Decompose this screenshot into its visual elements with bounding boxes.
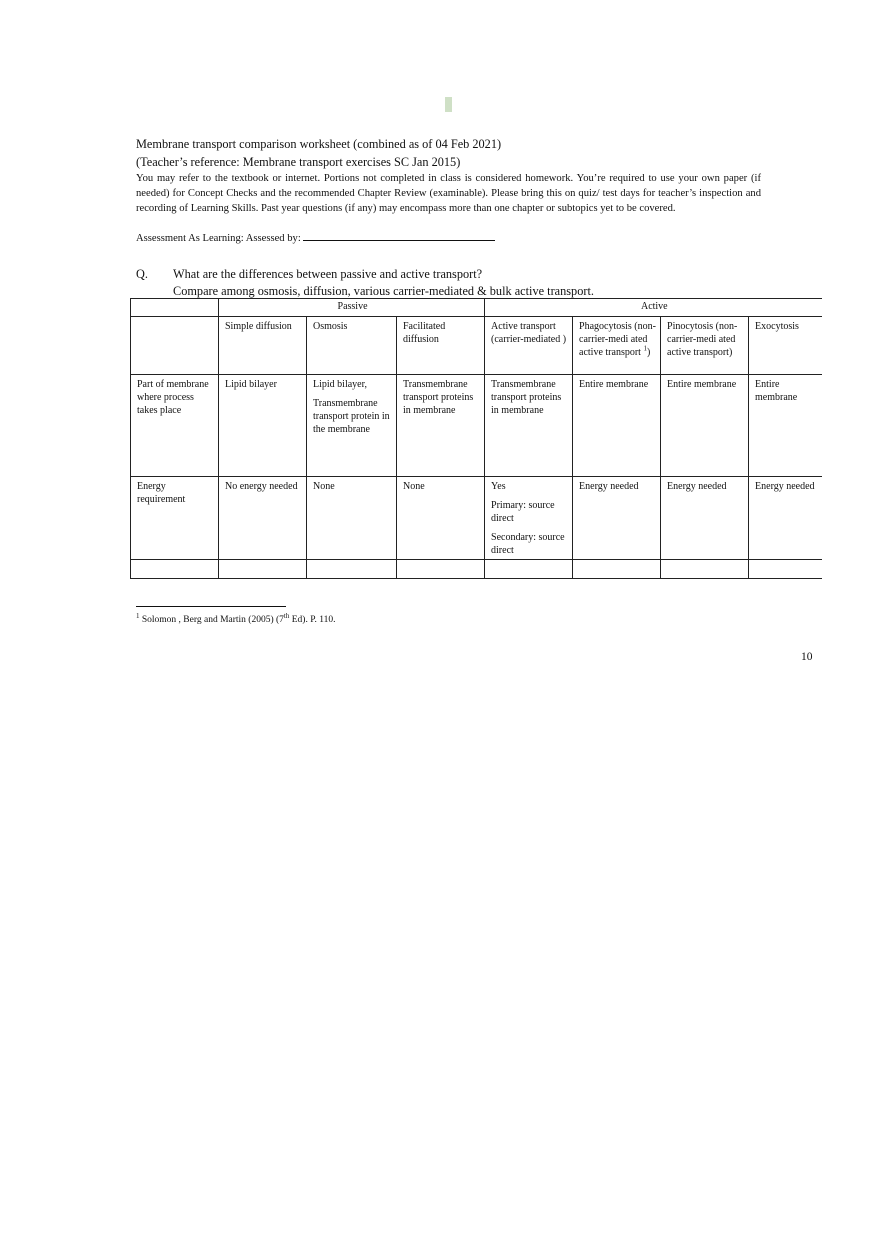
empty-cell — [131, 560, 219, 579]
question-line-1: What are the differences between passive and active transport? — [173, 267, 483, 281]
worksheet-title: Membrane transport comparison worksheet (combined as of 04 Feb 2021) — [136, 137, 502, 151]
active-energy-1: Yes — [491, 481, 506, 492]
cell-simple-part: Lipid bilayer — [219, 375, 307, 477]
question-line-2: Compare among osmosis, diffusion, various carrier-mediated & bulk active transport. — [173, 284, 594, 298]
group-blank-cell — [131, 299, 219, 317]
cell-facilitated-part: Transmembrane transport proteins in membrane — [397, 375, 485, 477]
teacher-reference: (Teacher’s reference: Membrane transport exercises SC Jan 2015) — [136, 155, 461, 169]
cell-phago-part: Entire membrane — [573, 375, 661, 477]
column-header-row — [131, 317, 822, 375]
empty-cell — [219, 560, 307, 579]
row-label-membrane-part: Part of membrane where process takes place — [131, 375, 219, 477]
cell-facilitated-energy: None — [397, 477, 485, 560]
cell-active-energy — [485, 477, 573, 560]
phagocytosis-label: Phagocytosis (non-carrier-medi ated active transport — [579, 321, 656, 358]
cell-pino-energy: Energy needed — [661, 477, 749, 560]
cell-osmosis-energy: None — [307, 477, 397, 560]
group-passive: Passive — [219, 299, 485, 317]
active-energy-2: Primary: source direct — [491, 500, 555, 524]
scan-mark — [445, 97, 452, 112]
phagocytosis-close: ) — [646, 347, 651, 358]
empty-cell — [485, 560, 573, 579]
question-number: Q. — [136, 267, 148, 281]
footnote-sup: th — [283, 611, 290, 620]
comparison-table — [130, 298, 822, 579]
col-exocytosis: Exocytosis — [749, 317, 822, 375]
col-simple-diffusion: Simple diffusion — [219, 317, 307, 375]
group-header-row — [131, 299, 822, 317]
cell-osmosis-part — [307, 375, 397, 477]
page-number: 10 — [801, 651, 813, 663]
row-membrane-part — [131, 375, 822, 477]
footnote-text-a: Solomon , Berg and Martin (2005) (7 — [139, 615, 284, 625]
cell-exo-part: Entire membrane — [749, 375, 822, 477]
osmosis-part-1: Lipid bilayer, — [313, 379, 368, 390]
empty-cell — [749, 560, 822, 579]
cell-active-part: Transmembrane transport proteins in membrane — [485, 375, 573, 477]
footnote-rule — [136, 606, 286, 607]
cell-phago-energy: Energy needed — [573, 477, 661, 560]
empty-cell — [573, 560, 661, 579]
cell-simple-energy: No energy needed — [219, 477, 307, 560]
row-label-energy: Energy requirement — [131, 477, 219, 560]
assessment-line — [136, 229, 495, 246]
footnote-ref: 1 — [643, 344, 647, 353]
cell-exo-energy: Energy needed — [749, 477, 822, 560]
col-pinocytosis: Pinocytosis (non-carrier-medi ated active transport) — [661, 317, 749, 375]
group-active: Active — [485, 299, 822, 317]
row-energy — [131, 477, 822, 560]
col-phagocytosis — [573, 317, 661, 375]
empty-cell — [661, 560, 749, 579]
instructions-paragraph: You may refer to the textbook or internet. Portions not completed in class is considered homework. You’re required to use your own paper (if needed) for Concept Checks and the recommended Chapter Review (examinable). Please bring this on quiz/ test days for teacher’s inspection and recording of Learning Skills. Past year questions (if any) may encompass more than one chapter or subtopics yet to be covered. — [136, 173, 761, 214]
assessed-by-blank[interactable] — [303, 229, 495, 241]
footnote — [136, 611, 336, 626]
footnote-text-b: Ed). P. 110. — [289, 615, 336, 625]
col-osmosis: Osmosis — [307, 317, 397, 375]
empty-cell — [307, 560, 397, 579]
active-energy-3: Secondary: source direct — [491, 532, 565, 556]
cell-pino-part: Entire membrane — [661, 375, 749, 477]
header-blank-cell — [131, 317, 219, 375]
col-facilitated-diffusion: Facilitated diffusion — [397, 317, 485, 375]
assessed-label: Assessment As Learning: Assessed by: — [136, 233, 304, 244]
empty-cell — [397, 560, 485, 579]
col-active-transport: Active transport (carrier-mediated ) — [485, 317, 573, 375]
osmosis-part-2: Transmembrane transport protein in the membrane — [313, 398, 390, 435]
footnote-number: 1 — [136, 611, 140, 620]
row-empty — [131, 560, 822, 579]
